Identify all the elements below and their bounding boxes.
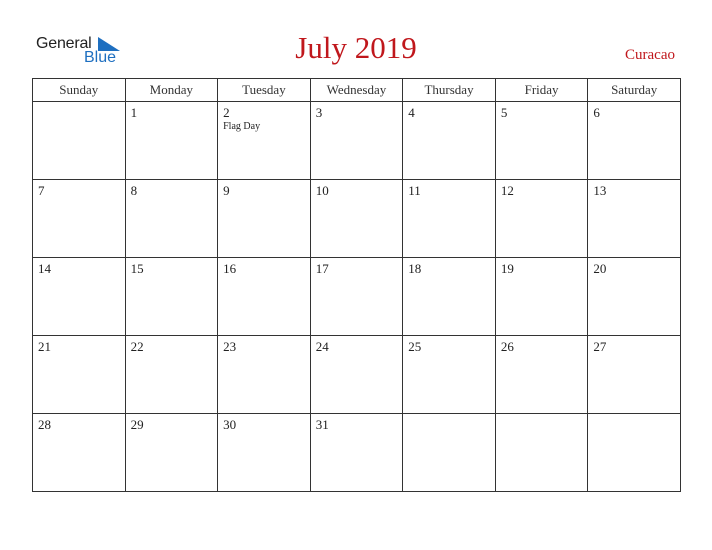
day-cell [33,258,126,336]
day-cell [403,102,496,180]
day-cell [403,336,496,414]
weekday-friday: Friday [495,79,588,102]
weekday-thursday: Thursday [403,79,496,102]
day-cell [403,414,496,492]
day-cell [310,102,403,180]
day-cell [310,180,403,258]
day-number: 23 [223,339,237,354]
day-cell [495,102,588,180]
day-cell [588,180,681,258]
day-cell [310,258,403,336]
day-number: 5 [500,105,508,120]
logo-general-text: General [36,35,92,52]
day-number: 26 [500,339,514,354]
day-number: 6 [593,105,600,120]
day-number: 27 [593,339,607,354]
day-cell [588,258,681,336]
day-cell [125,180,218,258]
day-number: 31 [315,417,329,432]
day-cell [588,336,681,414]
weekday-tuesday: Tuesday [218,79,311,102]
day-number: 19 [500,261,514,276]
day-number: 15 [130,261,144,276]
day-cell [310,414,403,492]
day-number: 17 [315,261,329,276]
day-number: 3 [315,105,323,120]
weekday-wednesday: Wednesday [310,79,403,102]
day-number: 12 [500,183,514,198]
day-number: 29 [130,417,144,432]
week-row [33,180,681,258]
day-cell [403,180,496,258]
day-cell [495,336,588,414]
day-number: 30 [223,417,237,432]
day-number: 14 [38,261,51,276]
day-cell [588,414,681,492]
day-cell [218,258,311,336]
day-cell [218,180,311,258]
day-cell [125,258,218,336]
day-cell [495,180,588,258]
week-row [33,258,681,336]
day-number: 24 [315,339,329,354]
day-number: 8 [130,183,138,198]
day-cell [33,180,126,258]
weekday-header-row [33,79,681,102]
day-cell [33,336,126,414]
day-number: 1 [130,105,138,120]
day-cell [495,414,588,492]
day-cell [33,102,126,180]
day-cell [495,258,588,336]
week-row [33,414,681,492]
holiday-label: Flag Day [223,121,261,132]
day-number: 2 [223,105,230,120]
day-number: 18 [408,261,422,276]
day-cell [310,336,403,414]
day-cell [125,102,218,180]
day-number: 16 [223,261,237,276]
weekday-sunday: Sunday [33,79,126,102]
day-cell [125,414,218,492]
day-cell [218,414,311,492]
day-number: 13 [593,183,607,198]
week-row [33,336,681,414]
day-number: 7 [38,183,45,198]
day-cell [33,414,126,492]
weekday-saturday: Saturday [588,79,681,102]
day-number: 4 [408,105,415,120]
day-cell [218,102,311,180]
country-label: Curacao [625,47,675,63]
calendar-grid [32,78,681,492]
day-number: 20 [593,261,607,276]
day-number: 21 [38,339,51,354]
week-row [33,102,681,180]
day-number: 22 [130,339,144,354]
logo-blue-text: Blue [84,49,117,66]
day-number: 9 [223,183,230,198]
day-number: 10 [315,183,329,198]
day-number: 28 [38,417,51,432]
day-number: 25 [408,339,422,354]
day-cell [125,336,218,414]
day-cell [403,258,496,336]
day-cell [218,336,311,414]
weekday-monday: Monday [125,79,218,102]
day-number: 11 [408,183,421,198]
calendar-title: July 2019 [295,30,417,65]
day-cell [588,102,681,180]
